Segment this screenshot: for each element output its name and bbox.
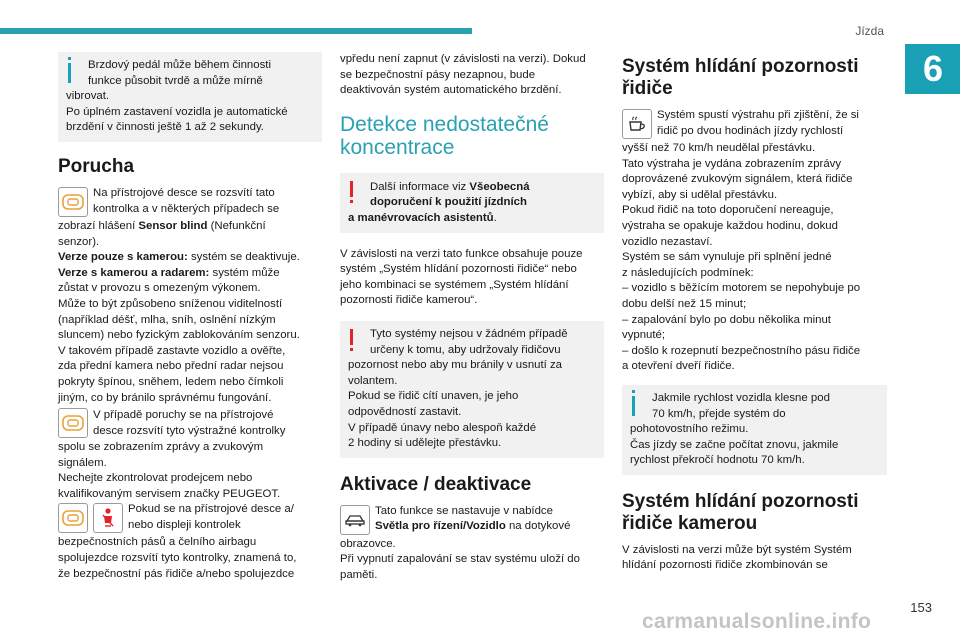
text-line: vypnuté; xyxy=(622,329,666,342)
text-line: – došlo k rozepnutí bezpečnostního pásu řidiče xyxy=(622,344,861,357)
note-line: rychlost překročí hodnotu 70 km/h. xyxy=(630,454,805,467)
bold-label: Verze s kamerou a radarem: xyxy=(58,266,210,279)
text-line: Pokud se řidič cítí unaven, je jeho xyxy=(348,390,519,403)
info-note xyxy=(58,52,322,142)
text-line: pozornost nebo aby mu bránily v usnutí za xyxy=(348,359,563,372)
note-line: vibrovat. xyxy=(66,90,110,103)
bold-label: Všeobecná xyxy=(469,180,530,193)
text-line: vpředu není zapnut (v závislosti na verzi). Dokud xyxy=(340,53,586,65)
text-line: vyšší než 70 km/h neudělal přestávku. xyxy=(622,142,816,154)
chapter-tab: 6 xyxy=(905,44,960,94)
text-line: Na přístrojové desce se rozsvítí tato xyxy=(93,186,275,199)
seatbelt-icon xyxy=(93,503,123,533)
section-header: Jízda xyxy=(855,24,884,38)
note-line: 70 km/h, přejde systém do xyxy=(652,407,786,420)
text-line: zobrazí hlášení xyxy=(58,219,139,232)
note-line: Brzdový pedál může během činnosti xyxy=(88,59,271,71)
warning-icon-dot xyxy=(350,200,353,203)
warning-icon xyxy=(350,181,353,197)
text-line: . xyxy=(493,211,497,224)
note-line: Po úplném zastavení vozidla je automatické xyxy=(66,105,288,118)
warning-lamp-icon xyxy=(58,187,88,217)
text-line: spolu se zobrazením zprávy a zvukovým xyxy=(58,441,264,454)
info-icon-dot xyxy=(632,390,635,393)
text-line: výstraha se opakuje každou hodinu, dokud xyxy=(622,219,838,232)
coffee-cup-icon xyxy=(622,109,652,139)
text-line: signálem. xyxy=(58,456,107,469)
warning-note xyxy=(340,173,604,233)
info-icon xyxy=(68,63,71,83)
car-settings-icon xyxy=(340,505,370,535)
page-number: 153 xyxy=(910,600,932,615)
text-line: pozornosti řidiče kamerou“. xyxy=(340,294,478,307)
info-icon xyxy=(632,396,635,416)
text-line: vozidlo nezastaví. xyxy=(622,235,713,248)
text-line: – vozidlo s běžícím motorem se nepohybuje po xyxy=(622,282,861,295)
note-line: pohotovostního režimu. xyxy=(630,423,749,436)
text-line: (například déšť, mlha, sníh, oslnění nízkým xyxy=(58,313,276,326)
warning-lamp-icon xyxy=(58,408,88,438)
text-line: Systém se sám vynuluje při splnění jedné xyxy=(622,251,832,264)
warning-note xyxy=(340,321,604,458)
text-line: paměti. xyxy=(340,568,378,581)
bold-label: doporučení k použití jízdních xyxy=(370,196,527,209)
text-line: (Nefunkční xyxy=(207,219,266,232)
menu-path: Světla pro řízení/Vozidlo xyxy=(375,520,506,533)
text-line: a otevření dveří řidiče. xyxy=(622,360,735,373)
note-line: Jakmile rychlost vozidla klesne pod xyxy=(652,391,830,404)
section-heading-aktivace: Aktivace / deaktivace xyxy=(340,473,532,495)
section-heading-porucha: Porucha xyxy=(58,155,135,177)
text-line: systém se deaktivuje. xyxy=(187,251,300,264)
text-line: obrazovce. xyxy=(340,537,396,550)
warning-lamp-icon xyxy=(58,503,88,533)
watermark: carmanualsonline.info xyxy=(642,610,872,633)
bold-label: a manévrovacích asistentů xyxy=(348,211,494,224)
text-line: jeho kombinaci se systémem „Systém hlídání xyxy=(340,278,569,291)
text-line: pokryty špínou, sněhem, ledem nebo čímkoli xyxy=(58,375,284,388)
note-line: brzdění v činnosti ještě 1 až 2 sekundy. xyxy=(66,121,264,134)
text-line: Tato výstraha je vydána zobrazením zprávy xyxy=(622,157,842,170)
text-line: Další informace viz xyxy=(370,180,470,193)
section-heading-detekce: Detekce nedostatečné koncentrace xyxy=(340,112,549,159)
text-line: určeny k tomu, aby udržovaly řidičovu xyxy=(370,343,561,356)
text-line: nebo displeji kontrolek xyxy=(128,519,241,532)
text-line: kvalifikovaným servisem značky PEUGEOT. xyxy=(58,487,281,500)
text-line: senzor). xyxy=(58,235,100,248)
text-line: z následujících podmínek: xyxy=(622,266,754,279)
column-3 xyxy=(622,52,887,574)
text-line: že bezpečnostní pás řidiče a/nebo spolujezdce xyxy=(58,567,295,580)
text-line: Může to být způsobeno sníženou viditelností xyxy=(58,297,283,310)
section-heading-hlidani: Systém hlídání pozornosti řidiče xyxy=(622,56,859,99)
text-line: Nechejte zkontrolovat prodejcem nebo xyxy=(58,472,253,485)
text-line: V takovém případě zastavte vozidlo a ověřte, xyxy=(58,344,286,357)
text-line: systém může xyxy=(209,266,280,279)
text-line: Tato funkce se nastavuje v nabídce xyxy=(375,504,553,517)
note-line: funkce působit tvrdě a může mírně xyxy=(88,74,263,87)
text-line: V závislosti na verzi může být systém Systém xyxy=(622,543,852,556)
text-line: – zapalování bylo po dobu několika minut xyxy=(622,313,831,326)
text-line: 2 hodiny si udělejte přestávku. xyxy=(348,437,502,450)
text-line: dobu delší než 15 minut; xyxy=(622,297,747,310)
text-line: systém „Systém hlídání pozornosti řidiče“ nebo xyxy=(340,263,577,276)
text-line: se bezpečnostní pásy nezapnou, bude xyxy=(340,68,536,81)
text-line: na dotykové xyxy=(505,520,571,533)
text-line: desce rozsvítí tyto výstražné kontrolky xyxy=(93,424,286,437)
info-icon-dot xyxy=(68,57,71,60)
text-line: V případě únavy nebo alespoň každé xyxy=(348,421,537,434)
text-line: řidič po dvou hodinách jízdy rychlostí xyxy=(657,124,844,137)
text-line: kontrolka a v některých případech se xyxy=(93,202,280,215)
text-line: volantem. xyxy=(348,374,398,387)
text-line: sluncem) nebo fyzickým zablokováním senzoru. xyxy=(58,329,300,342)
bold-label: Verze pouze s kamerou: xyxy=(58,251,188,264)
text-line: Tyto systémy nejsou v žádném případě xyxy=(370,327,568,340)
text-line: spolujezdce rozsvítí tyto kontrolky, znamená to, xyxy=(58,552,297,565)
text-line: zůstat v provozu s omezeným výkonem. xyxy=(58,282,261,295)
info-note xyxy=(622,385,887,475)
text-line: Při vypnutí zapalování se stav systému uloží do xyxy=(340,553,580,566)
text-line: odpovědností zastavit. xyxy=(348,405,462,418)
text-line: bezpečnostních pásů a čelního airbagu xyxy=(58,536,257,549)
text-line: V případě poruchy se na přístrojové xyxy=(93,409,274,422)
text-line: deaktivován systém automatického brzdění. xyxy=(340,84,562,97)
column-1 xyxy=(58,52,322,582)
top-accent-bar xyxy=(0,28,472,34)
warning-icon-dot xyxy=(350,348,353,351)
text-line: Pokud se na přístrojové desce a/ xyxy=(128,503,294,516)
text-line: vybízí, aby si udělal přestávku. xyxy=(622,188,778,201)
note-line: Čas jízdy se začne počítat znovu, jakmile xyxy=(630,438,839,451)
message-name: Sensor blind xyxy=(138,219,208,232)
text-line: doprovázené zvukovým signálem, která řidiče xyxy=(622,173,853,186)
text-line: Systém spustí výstrahu při zjištění, že si xyxy=(657,109,859,121)
text-line: V závislosti na verzi tato funkce obsahuje pouze xyxy=(340,247,583,260)
section-heading-kamerou: Systém hlídání pozornosti řidiče kamerou xyxy=(622,490,859,534)
warning-icon xyxy=(350,329,353,345)
text-line: jiným, co by bránilo správnému fungování. xyxy=(58,391,272,404)
text-line: zda přední kamera nebo přední radar nejsou xyxy=(58,360,284,373)
column-2 xyxy=(340,52,604,583)
text-line: hlídání pozornosti řidiče zkombinován se xyxy=(622,559,828,572)
text-line: Pokud řidič na toto doporučení nereaguje, xyxy=(622,204,834,217)
